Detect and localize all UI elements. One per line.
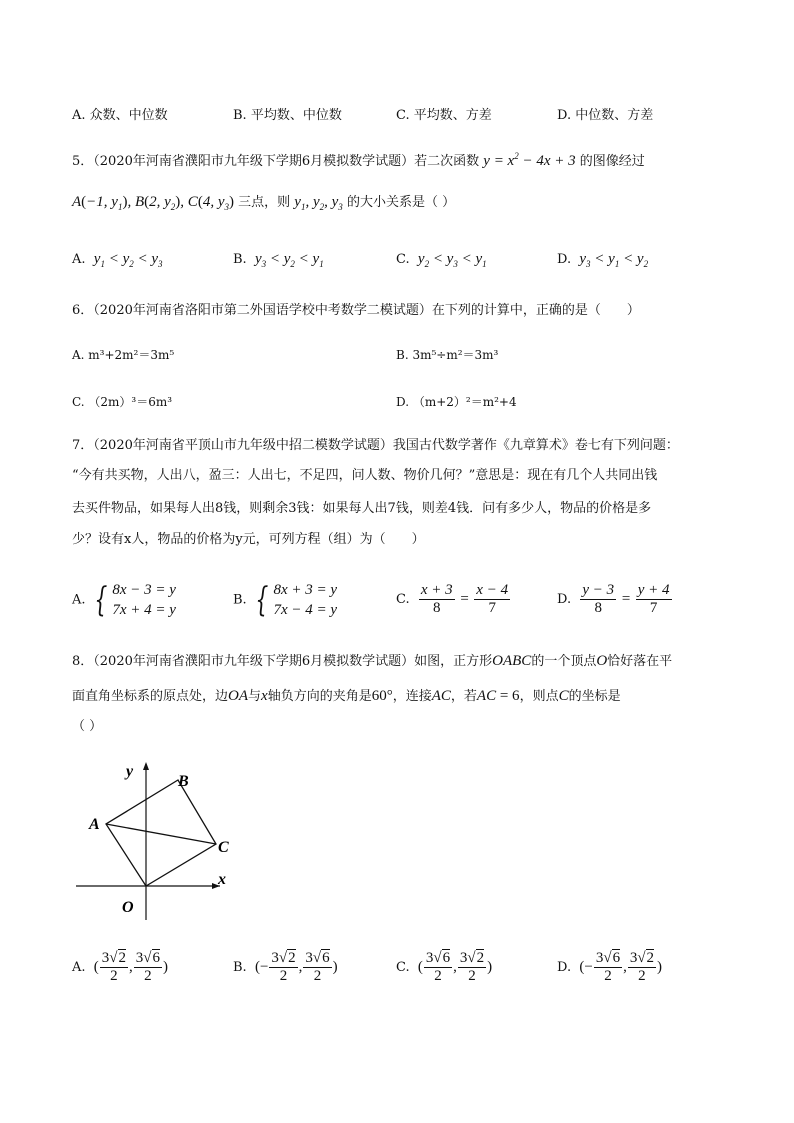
label-x: x bbox=[218, 871, 226, 888]
q8-stem-line3: （ ） bbox=[72, 719, 103, 734]
q5-points-formula: A(−1, $y_1$), B(2, $y_2$), C(4, $y_3$) bbox=[72, 194, 234, 212]
q5-option-b: B. $y_3 < y_2 < y_1$ bbox=[233, 251, 324, 269]
q7-option-b: B. { 8x + 3 = y 7x − 4 = y bbox=[233, 580, 338, 620]
label-c: C bbox=[218, 839, 229, 856]
label-b: B bbox=[178, 773, 189, 790]
y-axis-arrow bbox=[143, 762, 149, 770]
square-oabc bbox=[106, 780, 216, 886]
q7-stem-line4: 少？设有x人，物品的价格为y元，可列方程（组）为（ ） bbox=[72, 532, 425, 547]
q7-stem-line3: 去买件物品，如果每人出8钱，则剩余3钱：如果每人出7钱，则差4钱．问有多少人，物品的价格是多 bbox=[72, 501, 652, 516]
q5-option-c: C. $y_2 < y_3 < y_1$ bbox=[396, 251, 487, 269]
q5-option-d: D. $y_3 < y_1 < y_2$ bbox=[557, 251, 649, 269]
q5-stem-line2-end: 的大小关系是（ ） bbox=[346, 195, 456, 210]
q8-option-d: D. (− $\frac{3√6}{2}$ , $\frac{3√2}{2}$ ) bbox=[557, 950, 663, 984]
q7-option-a: A. { 8x − 3 = y 7x + 4 = y bbox=[72, 580, 176, 620]
q4-option-d: D. 中位数、方差 bbox=[557, 108, 654, 123]
q5-stem-line1 bbox=[72, 152, 645, 171]
q7-option-d: D. $\frac{y - 3}{8}$ = $\frac{y + 4}{7}$ bbox=[557, 582, 670, 616]
q8-option-a: A. ( $\frac{3√2}{2}$ , $\frac{3√6}{2}$ ) bbox=[72, 950, 169, 984]
q4-option-b: B. 平均数、中位数 bbox=[233, 108, 342, 123]
q8-stem-line2: 面直角坐标系的原点处，边OA与x轴负方向的夹角是60°，连接AC，若AC = 6，则点C的坐标是 bbox=[72, 688, 621, 704]
q5-stem-line2-mid: 三点，则 bbox=[238, 195, 291, 210]
q5-function-formula: $y = x^2 - 4x + 3$ bbox=[483, 151, 576, 169]
q7-stem-line1: 7．（2020年河南省平顶山市九年级中招二模数学试题）我国古代数学著作《九章算术》卷七有下列问题： bbox=[72, 438, 679, 453]
q5-option-a: A. $y_1 < y_2 < y_3$ bbox=[72, 251, 163, 269]
q7-option-c: C. $\frac{x + 3}{8}$ = $\frac{x - 4}{7}$ bbox=[396, 582, 509, 616]
q5-stem-line2 bbox=[72, 193, 455, 212]
q5-stem-mid: 的图像经过 bbox=[579, 154, 645, 169]
diagonal-ac bbox=[106, 824, 216, 844]
q6-option-b: B. 3m⁵÷m²＝3m³ bbox=[396, 348, 499, 362]
q4-option-c: C. 平均数、方差 bbox=[396, 108, 492, 123]
q6-option-d: D. （m+2）²＝m²+4 bbox=[396, 395, 517, 409]
q6-stem: 6．（2020年河南省洛阳市第二外国语学校中考数学二模试题）在下列的计算中，正确的是（ ） bbox=[72, 303, 640, 318]
q8-option-c: C. ( $\frac{3√6}{2}$ , $\frac{3√2}{2}$ ) bbox=[396, 950, 493, 984]
label-a: A bbox=[89, 816, 100, 833]
q5-y-vars: $y_1$, $y_2$, $y_3$ bbox=[294, 194, 343, 212]
q7-stem-line2: “今有共买物，人出八，盈三：人出七，不足四，问人数、物价几何？”意思是：现在有几个人共同出钱 bbox=[72, 468, 658, 483]
q8-stem-line1: 8．（2020年河南省濮阳市九年级下学期6月模拟数学试题）如图，正方形OABC的一个顶点O恰好落在平 bbox=[72, 653, 673, 669]
q6-option-c: C. （2m）³＝6m³ bbox=[72, 395, 173, 409]
label-y: y bbox=[126, 763, 134, 780]
q5-stem-prefix: 5．（2020年河南省濮阳市九年级下学期6月模拟数学试题）若二次函数 bbox=[72, 154, 480, 169]
q6-option-a: A. m³+2m²＝3m⁵ bbox=[72, 348, 175, 362]
q8-figure bbox=[68, 752, 268, 922]
label-o: O bbox=[122, 899, 134, 916]
q8-option-b: B. (− $\frac{3√2}{2}$ , $\frac{3√6}{2}$ ) bbox=[233, 950, 338, 984]
q4-option-a: A. 众数、中位数 bbox=[72, 108, 168, 123]
